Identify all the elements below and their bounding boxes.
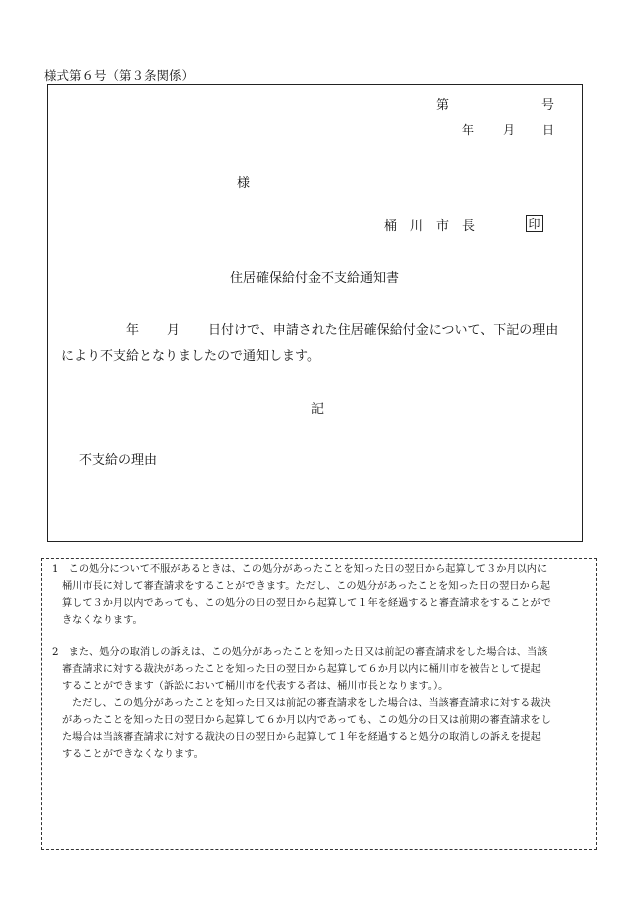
document-number-go: 号 bbox=[541, 98, 555, 113]
body-line1: 日付けで、申請された住居確保給付金について、下記の理由 bbox=[208, 323, 559, 338]
date-year: 年 bbox=[462, 123, 475, 137]
form-number-label: 様式第６号（第３条関係） bbox=[44, 68, 195, 83]
note1-line3: 算して３か月以内であっても、この処分の日の翌日から起算して１年を経過すると審査請求をすることがで bbox=[62, 598, 551, 609]
body-month: 月 bbox=[167, 323, 181, 338]
note2-line3: することができます（訴訟において桶川市を代表する者は、桶川市長となります。）。 bbox=[62, 681, 449, 692]
official-seal: 印 bbox=[526, 215, 543, 232]
notice-form-frame bbox=[47, 84, 583, 542]
body-line2: により不支給となりましたので通知します。 bbox=[61, 349, 320, 364]
body-year: 年 bbox=[126, 323, 140, 338]
note1-line4: きなくなります。 bbox=[62, 615, 143, 626]
note2-line6: た場合は当該審査請求に対する裁決の日の翌日から起算して１年を経過すると処分の取消しの訴えを提起 bbox=[62, 732, 541, 743]
issuer-char-4: 長 bbox=[462, 219, 476, 234]
note2-line2: 審査請求に対する裁決があったことを知った日の翌日から起算して６か月以内に桶川市を被告として提起 bbox=[62, 664, 541, 675]
ki-heading: 記 bbox=[311, 402, 325, 417]
date-month: 月 bbox=[503, 123, 516, 137]
note2-line5: があったことを知った日の翌日から起算して６か月以内であっても、この処分の日又は前期の審査請求をし bbox=[62, 715, 551, 726]
note2-line7: することができなくなります。 bbox=[62, 749, 204, 760]
note2-line4: ただし、この処分があったことを知った日又は前記の審査請求をした場合は、当該審査請求に対する裁決 bbox=[72, 698, 551, 709]
note2-line1: 2 また、処分の取消しの訴えは、この処分があったことを知った日又は前記の審査請求をした場合は、当該 bbox=[52, 647, 548, 658]
document-title: 住居確保給付金不支給通知書 bbox=[230, 271, 400, 286]
document-number-dai: 第 bbox=[436, 98, 450, 113]
issuer-char-2: 川 bbox=[410, 219, 424, 234]
reason-label: 不支給の理由 bbox=[79, 453, 158, 468]
addressee-suffix: 様 bbox=[237, 176, 251, 191]
note1-line2: 桶川市長に対して審査請求をすることができます。ただし、この処分があったことを知った日の翌日から起 bbox=[62, 581, 551, 592]
issuer-char-3: 市 bbox=[436, 219, 450, 234]
note1-line1: 1 この処分について不服があるときは、この処分があったことを知った日の翌日から起算して３か月以内に bbox=[52, 564, 548, 575]
issuer-char-1: 桶 bbox=[384, 219, 398, 234]
date-day: 日 bbox=[542, 123, 555, 137]
